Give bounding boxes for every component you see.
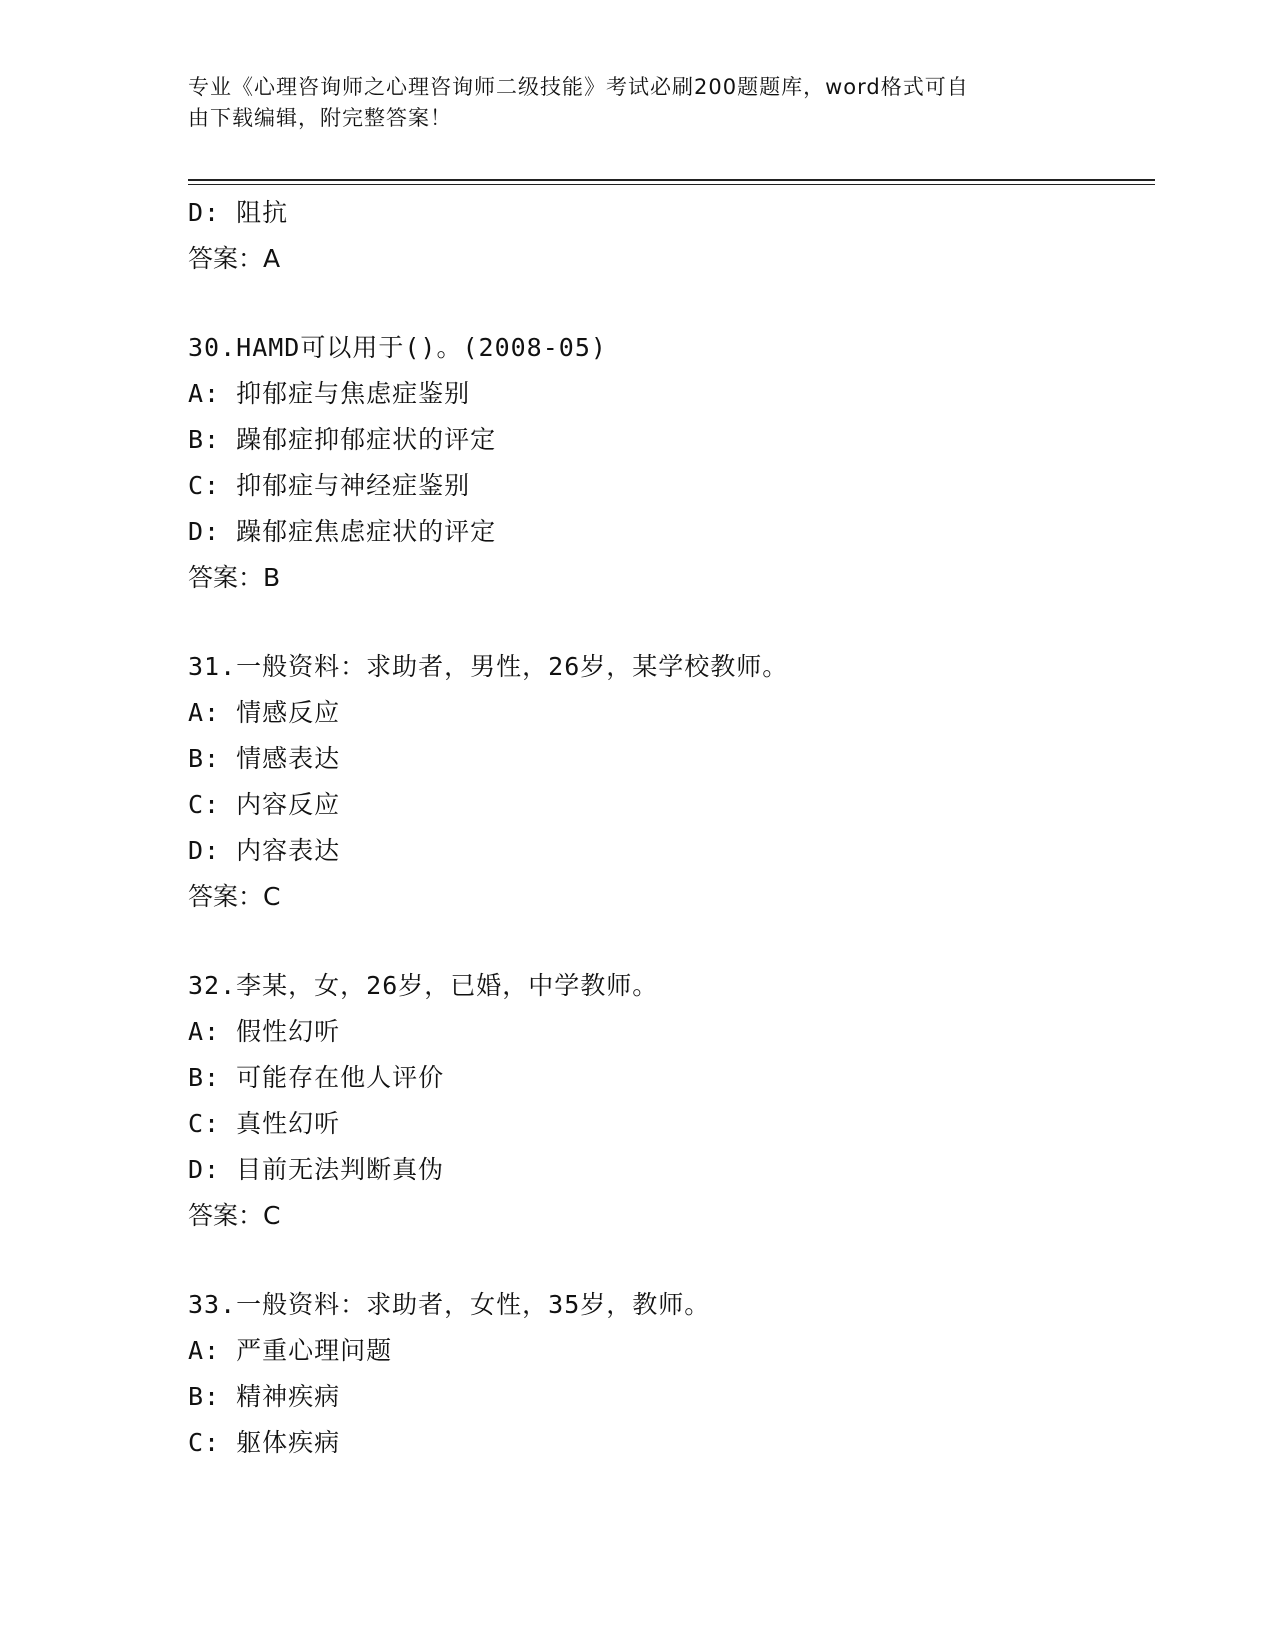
option-a: A: 抑郁症与焦虑症鉴别 [188, 379, 471, 408]
header-line-2: 由下载编辑，附完整答案！ [188, 106, 452, 130]
question-title: 33.一般资料：求助者，女性，35岁，教师。 [188, 1290, 711, 1319]
answer-line: 答案：C [188, 1201, 281, 1230]
option-c: C: 抑郁症与神经症鉴别 [188, 471, 471, 500]
answer-line: 答案：B [188, 563, 281, 592]
option-c: C: 躯体疾病 [188, 1428, 341, 1457]
header-line-1: 专业《心理咨询师之心理咨询师二级技能》考试必刷200题题库，word格式可自 [188, 75, 969, 99]
question-title: 32.李某，女，26岁，已婚，中学教师。 [188, 971, 659, 1000]
option-d: D: 内容表达 [188, 836, 341, 865]
question-title: 31.一般资料：求助者，男性，26岁，某学校教师。 [188, 652, 789, 681]
question-list [188, 190, 1148, 1466]
document-header [188, 72, 1068, 134]
option-b: B: 可能存在他人评价 [188, 1063, 445, 1092]
option-b: B: 躁郁症抑郁症状的评定 [188, 425, 497, 454]
option-d: D: 目前无法判断真伪 [188, 1155, 445, 1184]
option-b: B: 精神疾病 [188, 1382, 341, 1411]
option-a: A: 严重心理问题 [188, 1336, 393, 1365]
header-rule-thick [188, 179, 1155, 181]
option-b: B: 情感表达 [188, 744, 341, 773]
option-d: D: 躁郁症焦虑症状的评定 [188, 517, 497, 546]
header-rule-thin [188, 184, 1155, 185]
answer-line: 答案：A [188, 244, 281, 273]
option-d: D: 阻抗 [188, 198, 289, 227]
answer-line: 答案：C [188, 882, 281, 911]
option-c: C: 内容反应 [188, 790, 341, 819]
question-title: 30.HAMD可以用于()。(2008-05) [188, 333, 607, 362]
option-c: C: 真性幻听 [188, 1109, 341, 1138]
option-a: A: 假性幻听 [188, 1017, 341, 1046]
option-a: A: 情感反应 [188, 698, 341, 727]
